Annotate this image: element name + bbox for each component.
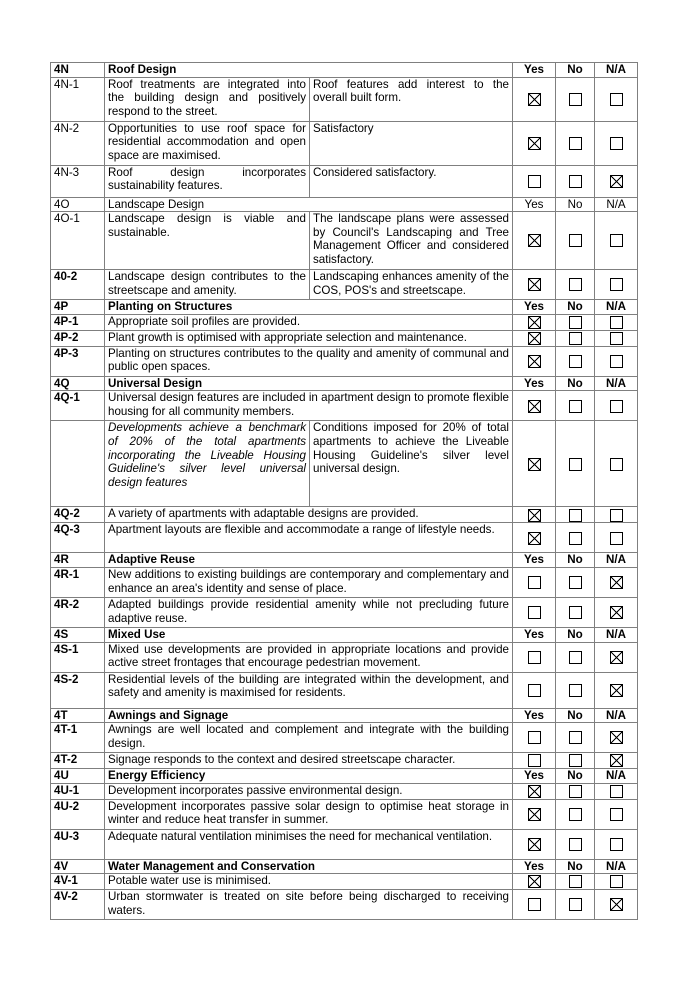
clause-code: 4R-1	[51, 567, 105, 597]
clause-code: 4V-2	[51, 890, 105, 920]
checkbox-cell-na	[595, 523, 638, 553]
checkbox-cell-na	[595, 874, 638, 890]
clause-code: 4Q	[51, 376, 105, 391]
checkbox-na[interactable]	[610, 278, 623, 291]
checkbox-no[interactable]	[569, 137, 582, 150]
heading-yes: Yes	[513, 627, 556, 642]
heading-yes: Yes	[513, 63, 556, 78]
checkbox-cell-na	[595, 829, 638, 859]
heading-yes: Yes	[513, 708, 556, 723]
checkbox-cell-no	[556, 270, 595, 300]
table-row	[51, 421, 638, 507]
checkbox-no[interactable]	[569, 93, 582, 106]
section-row	[51, 300, 638, 315]
heading-yes: Yes	[513, 859, 556, 874]
assessment-comment: Roof features add interest to the overall built form.	[310, 77, 513, 121]
requirement-text: Adequate natural ventilation minimises the need for mechanical ventilation.	[105, 829, 513, 859]
checkbox-cell-yes	[513, 723, 556, 753]
checkbox-cell-no	[556, 165, 595, 197]
section-title: Universal Design	[105, 376, 513, 391]
section-row	[51, 376, 638, 391]
clause-code: 4V	[51, 859, 105, 874]
checkbox-no[interactable]	[569, 838, 582, 851]
clause-code: 4V-1	[51, 874, 105, 890]
requirement-text: Urban stormwater is treated on site before being discharged to receiving waters.	[105, 890, 513, 920]
checkbox-na[interactable]	[610, 355, 623, 368]
heading-no: No	[556, 859, 595, 874]
checkbox-na[interactable]	[610, 651, 623, 664]
checkbox-cell-yes	[513, 507, 556, 523]
table-row	[51, 874, 638, 890]
checkbox-yes[interactable]	[528, 175, 541, 188]
checkbox-cell-yes	[513, 523, 556, 553]
heading-no: No	[556, 376, 595, 391]
checkbox-na[interactable]	[610, 234, 623, 247]
heading-no: No	[556, 300, 595, 315]
checkbox-cell-yes	[513, 829, 556, 859]
checkbox-cell-yes	[513, 672, 556, 708]
table-row	[51, 567, 638, 597]
checkbox-no[interactable]	[569, 278, 582, 291]
checkbox-yes[interactable]	[528, 684, 541, 697]
heading-no: No	[556, 627, 595, 642]
checkbox-cell-no	[556, 314, 595, 330]
clause-code: 4P-3	[51, 346, 105, 376]
section-title: Mixed Use	[105, 627, 513, 642]
requirement-text: Signage responds to the context and desired streetscape character.	[105, 753, 513, 769]
checkbox-cell-na	[595, 783, 638, 799]
checkbox-na[interactable]	[610, 332, 623, 345]
checkbox-cell-yes	[513, 567, 556, 597]
table-row	[51, 507, 638, 523]
checkbox-no[interactable]	[569, 875, 582, 888]
section-title: Planting on Structures	[105, 300, 513, 315]
section-title: Awnings and Signage	[105, 708, 513, 723]
table-row	[51, 270, 638, 300]
clause-code: 4Q-1	[51, 391, 105, 421]
heading-yes: Yes	[513, 197, 556, 212]
checkbox-cell-yes	[513, 642, 556, 672]
checkbox-no[interactable]	[569, 458, 582, 471]
clause-code: 4T	[51, 708, 105, 723]
checkbox-yes[interactable]	[528, 332, 541, 345]
assessment-comment: The landscape plans were assessed by Council's Landscaping and Tree Management Officer and considered satisfactory.	[310, 212, 513, 270]
checkbox-no[interactable]	[569, 532, 582, 545]
checkbox-cell-no	[556, 421, 595, 507]
table-row	[51, 165, 638, 197]
checkbox-na[interactable]	[610, 898, 623, 911]
table-row	[51, 121, 638, 165]
clause-code: 4Q-2	[51, 507, 105, 523]
checkbox-cell-no	[556, 783, 595, 799]
checkbox-yes[interactable]	[528, 234, 541, 247]
checkbox-cell-no	[556, 77, 595, 121]
clause-code: 4N	[51, 63, 105, 78]
checkbox-no[interactable]	[569, 355, 582, 368]
clause-code	[51, 421, 105, 507]
checkbox-yes[interactable]	[528, 400, 541, 413]
clause-code: 4P-2	[51, 330, 105, 346]
requirement-text: Development incorporates passive solar design to optimise heat storage in winter and reduce heat transfer in summer.	[105, 799, 513, 829]
checkbox-yes[interactable]	[528, 875, 541, 888]
checkbox-na[interactable]	[610, 606, 623, 619]
table-row	[51, 642, 638, 672]
table-row	[51, 346, 638, 376]
checkbox-cell-no	[556, 507, 595, 523]
section-title: Adaptive Reuse	[105, 553, 513, 568]
checkbox-yes[interactable]	[528, 137, 541, 150]
checkbox-na[interactable]	[610, 458, 623, 471]
checkbox-cell-no	[556, 753, 595, 769]
checkbox-yes[interactable]	[528, 754, 541, 767]
checkbox-cell-yes	[513, 346, 556, 376]
requirement-text: Adapted buildings provide residential amenity while not precluding future adaptive reuse.	[105, 597, 513, 627]
checkbox-yes[interactable]	[528, 785, 541, 798]
checkbox-cell-na	[595, 165, 638, 197]
clause-code: 4Q-3	[51, 523, 105, 553]
heading-na: N/A	[595, 627, 638, 642]
table-row	[51, 314, 638, 330]
checkbox-yes[interactable]	[528, 898, 541, 911]
requirement-text: Developments achieve a benchmark of 20% of the total apartments incorporating the Liveable Housing Guideline's silver level universal design features	[105, 421, 310, 507]
clause-code: 4T-2	[51, 753, 105, 769]
checkbox-yes[interactable]	[528, 651, 541, 664]
requirement-text: Development incorporates passive environmental design.	[105, 783, 513, 799]
checkbox-cell-no	[556, 642, 595, 672]
clause-code: 4O	[51, 197, 105, 212]
assessment-comment: Conditions imposed for 20% of total apartments to achieve the Liveable Housing Guideline's silver level universal design.	[310, 421, 513, 507]
requirement-text: Potable water use is minimised.	[105, 874, 513, 890]
heading-na: N/A	[595, 708, 638, 723]
section-row	[51, 553, 638, 568]
checkbox-yes[interactable]	[528, 278, 541, 291]
heading-no: No	[556, 197, 595, 212]
clause-code: 4S-2	[51, 672, 105, 708]
checkbox-no[interactable]	[569, 400, 582, 413]
clause-code: 4S	[51, 627, 105, 642]
checkbox-na[interactable]	[610, 137, 623, 150]
checkbox-na[interactable]	[610, 93, 623, 106]
checkbox-cell-no	[556, 330, 595, 346]
clause-code: 4U	[51, 769, 105, 784]
checkbox-no[interactable]	[569, 175, 582, 188]
checkbox-cell-yes	[513, 799, 556, 829]
checkbox-na[interactable]	[610, 875, 623, 888]
requirement-text: Roof design incorporates sustainability features.	[105, 165, 310, 197]
table-row	[51, 890, 638, 920]
checkbox-cell-yes	[513, 890, 556, 920]
checkbox-no[interactable]	[569, 684, 582, 697]
checkbox-na[interactable]	[610, 316, 623, 329]
assessment-comment: Considered satisfactory.	[310, 165, 513, 197]
requirement-text: Residential levels of the building are integrated within the development, and safety and amenity is maximised for residents.	[105, 672, 513, 708]
checkbox-cell-yes	[513, 270, 556, 300]
requirement-text: Mixed use developments are provided in appropriate locations and provide active street frontages that encourage pedestrian movement.	[105, 642, 513, 672]
checkbox-na[interactable]	[610, 731, 623, 744]
clause-code: 4U-1	[51, 783, 105, 799]
requirement-text: Plant growth is optimised with appropriate selection and maintenance.	[105, 330, 513, 346]
checkbox-yes[interactable]	[528, 576, 541, 589]
checkbox-cell-na	[595, 330, 638, 346]
requirement-text: Landscape design contributes to the streetscape and amenity.	[105, 270, 310, 300]
table-row	[51, 799, 638, 829]
checkbox-cell-na	[595, 507, 638, 523]
checkbox-cell-yes	[513, 212, 556, 270]
section-title: Water Management and Conservation	[105, 859, 513, 874]
checkbox-cell-na	[595, 890, 638, 920]
checkbox-cell-na	[595, 567, 638, 597]
checkbox-cell-no	[556, 346, 595, 376]
heading-yes: Yes	[513, 769, 556, 784]
checkbox-no[interactable]	[569, 785, 582, 798]
checkbox-cell-no	[556, 597, 595, 627]
checkbox-cell-na	[595, 212, 638, 270]
checkbox-no[interactable]	[569, 898, 582, 911]
checkbox-yes[interactable]	[528, 316, 541, 329]
checkbox-na[interactable]	[610, 754, 623, 767]
checkbox-cell-no	[556, 890, 595, 920]
checkbox-na[interactable]	[610, 175, 623, 188]
section-row	[51, 708, 638, 723]
table-row	[51, 77, 638, 121]
assessment-comment: Landscaping enhances amenity of the COS, POS's and streetscape.	[310, 270, 513, 300]
checkbox-cell-no	[556, 567, 595, 597]
checkbox-no[interactable]	[569, 509, 582, 522]
checkbox-yes[interactable]	[528, 355, 541, 368]
checkbox-cell-na	[595, 799, 638, 829]
requirement-text: A variety of apartments with adaptable designs are provided.	[105, 507, 513, 523]
checkbox-cell-no	[556, 723, 595, 753]
checkbox-no[interactable]	[569, 754, 582, 767]
checkbox-cell-na	[595, 642, 638, 672]
checkbox-yes[interactable]	[528, 606, 541, 619]
requirement-text: Roof treatments are integrated into the building design and positively respond to the street.	[105, 77, 310, 121]
clause-code: 4N-1	[51, 77, 105, 121]
section-title: Landscape Design	[105, 197, 513, 212]
heading-no: No	[556, 553, 595, 568]
requirement-text: Awnings are well located and complement and integrate with the building design.	[105, 723, 513, 753]
heading-no: No	[556, 769, 595, 784]
section-title: Roof Design	[105, 63, 513, 78]
compliance-table	[50, 62, 638, 920]
assessment-comment: Satisfactory	[310, 121, 513, 165]
table-row	[51, 212, 638, 270]
checkbox-cell-no	[556, 874, 595, 890]
checkbox-cell-no	[556, 391, 595, 421]
checkbox-cell-no	[556, 799, 595, 829]
checkbox-yes[interactable]	[528, 808, 541, 821]
checkbox-cell-yes	[513, 783, 556, 799]
checkbox-na[interactable]	[610, 838, 623, 851]
checkbox-na[interactable]	[610, 808, 623, 821]
checkbox-cell-na	[595, 421, 638, 507]
requirement-text: Planting on structures contributes to the quality and amenity of communal and public open spaces.	[105, 346, 513, 376]
checkbox-cell-yes	[513, 421, 556, 507]
table-row	[51, 597, 638, 627]
checkbox-cell-no	[556, 523, 595, 553]
table-row	[51, 829, 638, 859]
table-row	[51, 783, 638, 799]
checkbox-cell-yes	[513, 121, 556, 165]
heading-na: N/A	[595, 197, 638, 212]
heading-na: N/A	[595, 376, 638, 391]
clause-code: 4P-1	[51, 314, 105, 330]
checkbox-cell-na	[595, 314, 638, 330]
checkbox-cell-yes	[513, 165, 556, 197]
section-row	[51, 63, 638, 78]
table-row	[51, 330, 638, 346]
checkbox-na[interactable]	[610, 684, 623, 697]
clause-code: 4N-3	[51, 165, 105, 197]
table-row	[51, 523, 638, 553]
checkbox-yes[interactable]	[528, 532, 541, 545]
clause-code: 40-2	[51, 270, 105, 300]
checkbox-yes[interactable]	[528, 509, 541, 522]
table-row	[51, 391, 638, 421]
requirement-text: Appropriate soil profiles are provided.	[105, 314, 513, 330]
requirement-text: New additions to existing buildings are contemporary and complementary and enhance an area's identity and sense of place.	[105, 567, 513, 597]
clause-code: 4N-2	[51, 121, 105, 165]
checkbox-cell-no	[556, 121, 595, 165]
checkbox-cell-yes	[513, 314, 556, 330]
heading-no: No	[556, 63, 595, 78]
heading-na: N/A	[595, 769, 638, 784]
heading-yes: Yes	[513, 376, 556, 391]
checkbox-na[interactable]	[610, 509, 623, 522]
checkbox-cell-no	[556, 672, 595, 708]
requirement-text: Universal design features are included in apartment design to promote flexible housing for all community members.	[105, 391, 513, 421]
checkbox-cell-yes	[513, 597, 556, 627]
checkbox-cell-na	[595, 270, 638, 300]
section-row	[51, 197, 638, 212]
checkbox-cell-na	[595, 672, 638, 708]
checkbox-na[interactable]	[610, 532, 623, 545]
clause-code: 4R-2	[51, 597, 105, 627]
section-row	[51, 627, 638, 642]
checkbox-cell-na	[595, 391, 638, 421]
checkbox-no[interactable]	[569, 731, 582, 744]
requirement-text: Opportunities to use roof space for residential accommodation and open space are maximised.	[105, 121, 310, 165]
clause-code: 4U-2	[51, 799, 105, 829]
checkbox-no[interactable]	[569, 808, 582, 821]
checkbox-cell-yes	[513, 77, 556, 121]
checkbox-yes[interactable]	[528, 838, 541, 851]
checkbox-cell-na	[595, 346, 638, 376]
checkbox-cell-na	[595, 723, 638, 753]
checkbox-na[interactable]	[610, 785, 623, 798]
checkbox-cell-yes	[513, 330, 556, 346]
heading-na: N/A	[595, 300, 638, 315]
requirement-text: Landscape design is viable and sustainable.	[105, 212, 310, 270]
table-row	[51, 672, 638, 708]
requirement-text: Apartment layouts are flexible and accommodate a range of lifestyle needs.	[105, 523, 513, 553]
heading-na: N/A	[595, 553, 638, 568]
checkbox-no[interactable]	[569, 234, 582, 247]
checkbox-cell-no	[556, 829, 595, 859]
checkbox-na[interactable]	[610, 400, 623, 413]
table-row	[51, 723, 638, 753]
section-row	[51, 859, 638, 874]
checkbox-cell-na	[595, 77, 638, 121]
checkbox-cell-yes	[513, 391, 556, 421]
checkbox-na[interactable]	[610, 576, 623, 589]
clause-code: 4R	[51, 553, 105, 568]
clause-code: 4S-1	[51, 642, 105, 672]
checkbox-no[interactable]	[569, 606, 582, 619]
checkbox-no[interactable]	[569, 651, 582, 664]
checkbox-cell-na	[595, 121, 638, 165]
clause-code: 4P	[51, 300, 105, 315]
checkbox-yes[interactable]	[528, 458, 541, 471]
checkbox-cell-yes	[513, 874, 556, 890]
checkbox-cell-na	[595, 753, 638, 769]
heading-yes: Yes	[513, 300, 556, 315]
heading-no: No	[556, 708, 595, 723]
checkbox-cell-na	[595, 597, 638, 627]
checkbox-no[interactable]	[569, 332, 582, 345]
section-title: Energy Efficiency	[105, 769, 513, 784]
checkbox-cell-yes	[513, 753, 556, 769]
heading-yes: Yes	[513, 553, 556, 568]
section-row	[51, 769, 638, 784]
heading-na: N/A	[595, 63, 638, 78]
table-row	[51, 753, 638, 769]
checkbox-no[interactable]	[569, 316, 582, 329]
clause-code: 4U-3	[51, 829, 105, 859]
heading-na: N/A	[595, 859, 638, 874]
checkbox-no[interactable]	[569, 576, 582, 589]
clause-code: 4T-1	[51, 723, 105, 753]
checkbox-yes[interactable]	[528, 93, 541, 106]
checkbox-yes[interactable]	[528, 731, 541, 744]
clause-code: 4O-1	[51, 212, 105, 270]
checkbox-cell-no	[556, 212, 595, 270]
